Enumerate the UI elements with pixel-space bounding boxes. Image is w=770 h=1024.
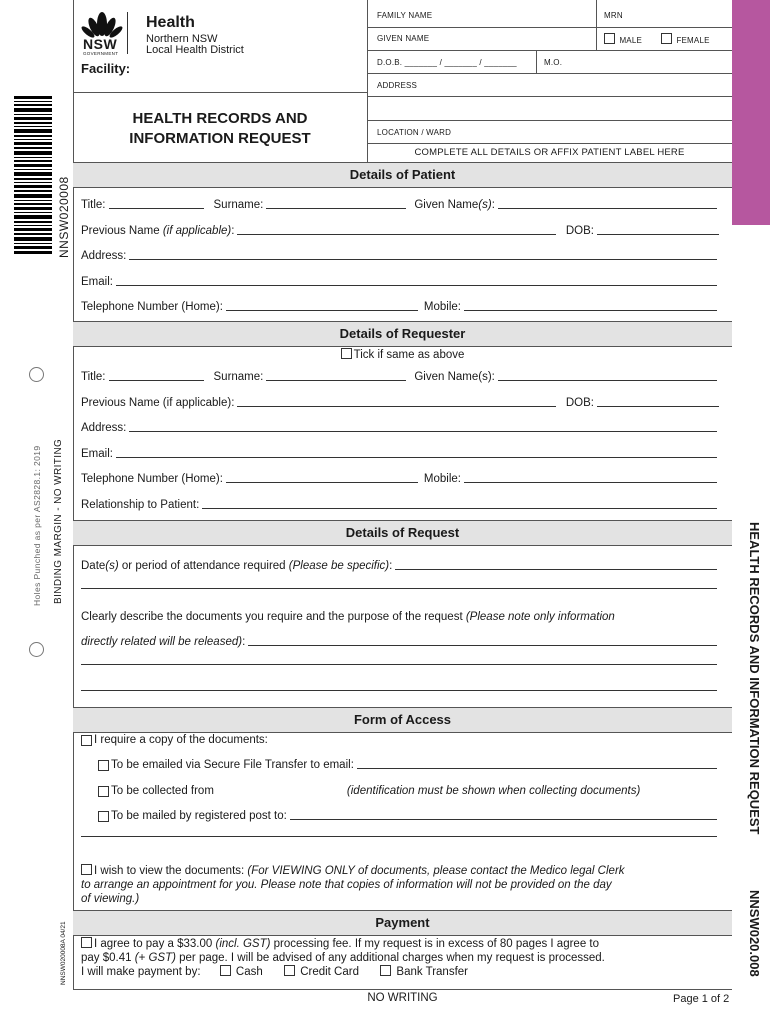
logo-divider	[127, 12, 128, 54]
section-requester: Details of Requester	[73, 321, 732, 347]
access-emailed-row: To be emailed via Secure File Transfer to email:	[98, 759, 719, 771]
patient-title-field[interactable]	[109, 208, 204, 209]
requester-surname-label: Surname:	[213, 371, 264, 383]
requester-mobile-label: Mobile:	[423, 473, 461, 485]
label-complete-note: COMPLETE ALL DETAILS OR AFFIX PATIENT LABEL HERE	[414, 147, 685, 158]
label-given-name: GIVEN NAME	[377, 34, 430, 43]
patient-title-label: Title:	[81, 199, 106, 211]
patient-surname-label: Surname:	[213, 199, 264, 211]
patient-address-field[interactable]	[129, 259, 717, 260]
request-describe-label-2: directly related will be released):	[81, 636, 246, 648]
label-divider-1	[596, 0, 597, 50]
request-describe-row	[81, 611, 719, 623]
requester-name-row	[81, 371, 719, 383]
collected-note: (identification must be shown when collecting documents)	[346, 785, 641, 797]
label-line-5	[367, 120, 732, 121]
section-access: Form of Access	[73, 707, 732, 733]
label-line-6	[367, 143, 732, 144]
patient-address-label: Address:	[81, 250, 127, 262]
requester-previous-label: Previous Name (if applicable):	[81, 397, 235, 409]
request-describe-row-2	[81, 636, 719, 648]
request-date-label: Date(s) or period of attendance required (Please be specific):	[81, 560, 393, 572]
patient-phone-row	[81, 301, 719, 313]
requester-address-row	[81, 422, 719, 434]
label-mrn: MRN	[604, 11, 623, 20]
emailed-checkbox[interactable]	[98, 760, 109, 771]
label-location: LOCATION / WARD	[377, 128, 452, 137]
access-mailed-row: To be mailed by registered post to:	[98, 810, 719, 822]
cash-checkbox[interactable]	[220, 965, 231, 976]
request-describe-label: Clearly describe the documents you require and the purpose of the request (Please note only information	[81, 611, 615, 623]
sidebar-form-code: NNSW020.008	[747, 890, 762, 977]
access-copy-row[interactable]: I require a copy of the documents:	[81, 734, 719, 746]
patient-telephone-label: Telephone Number (Home):	[81, 301, 223, 313]
barcode-graphic	[14, 96, 52, 254]
payment-line-3: I will make payment by: Cash Credit Card Bank Transfer	[81, 966, 468, 978]
request-describe-field-3[interactable]	[81, 690, 717, 691]
pay-credit-card-option[interactable]: Credit Card	[284, 966, 359, 978]
request-describe-field-2[interactable]	[81, 664, 717, 665]
pay-bank-transfer-option[interactable]: Bank Transfer	[380, 966, 468, 978]
patient-given-field[interactable]	[498, 208, 717, 209]
access-mailed-field-2[interactable]	[81, 836, 717, 837]
requester-previous-field[interactable]	[237, 406, 555, 407]
punch-hole-bottom	[29, 642, 44, 657]
logo-district-line2: Local Health District	[146, 44, 244, 56]
request-date-field-2[interactable]	[81, 588, 717, 589]
requester-email-field[interactable]	[116, 457, 717, 458]
access-email-field[interactable]	[357, 768, 717, 769]
requester-previous-row	[81, 397, 719, 409]
label-family-name: FAMILY NAME	[377, 11, 433, 20]
requester-same-as-above[interactable]: Tick if same as above	[73, 348, 732, 361]
logo-health: Health	[146, 14, 195, 31]
form-bottom-line	[73, 989, 732, 990]
patient-given-label: Given Name(s):	[414, 199, 495, 211]
label-line-2	[367, 50, 732, 51]
payment-line-1: I agree to pay a $33.00 (incl. GST) processing fee. If my request is in excess of 80 pages I agree to	[81, 937, 726, 951]
access-view-line-2: to arrange an appointment for you. Please note that copies of information will not be provided on the day	[81, 879, 612, 891]
access-view-line-3: of viewing.)	[81, 893, 140, 905]
copy-checkbox[interactable]	[81, 735, 92, 746]
male-checkbox[interactable]	[604, 33, 615, 44]
same-as-above-checkbox[interactable]	[341, 348, 352, 359]
binding-margin-note: BINDING MARGIN - NO WRITING	[53, 438, 64, 604]
form-code-small: NNSW020008A 04/21	[60, 921, 67, 985]
patient-dob-label: DOB:	[565, 225, 594, 237]
patient-email-field[interactable]	[116, 285, 717, 286]
request-describe-row-4	[81, 690, 719, 693]
pay-cash-option[interactable]: Cash	[220, 966, 263, 978]
payment-block	[81, 937, 726, 979]
requester-relationship-label: Relationship to Patient:	[81, 499, 200, 511]
requester-mobile-field[interactable]	[464, 482, 717, 483]
access-mailed-row-2	[81, 836, 719, 839]
form-title-line2: INFORMATION REQUEST	[129, 130, 311, 147]
patient-previous-field[interactable]	[237, 234, 555, 235]
patient-email-row	[81, 276, 719, 288]
view-checkbox[interactable]	[81, 864, 92, 875]
patient-mobile-field[interactable]	[464, 310, 717, 311]
collected-checkbox[interactable]	[98, 786, 109, 797]
requester-dob-label: DOB:	[565, 397, 594, 409]
barcode-code: NNSW020008	[57, 176, 71, 258]
label-mo: M.O.	[544, 58, 563, 67]
patient-name-row	[81, 199, 719, 211]
patient-telephone-field[interactable]	[226, 310, 418, 311]
logo-nsw: NSW	[83, 36, 118, 52]
facility-line	[73, 92, 367, 93]
requester-relationship-field[interactable]	[202, 508, 717, 509]
requester-dob-field[interactable]	[597, 406, 719, 407]
request-date-field[interactable]	[395, 569, 717, 570]
barcode	[14, 96, 52, 254]
label-dob: D.O.B. _______ / _______ / _______	[377, 58, 517, 67]
access-collected-row: To be collected from (identification must be shown when collecting documents)	[98, 785, 719, 797]
footer-page-number: Page 1 of 2	[673, 993, 730, 1005]
requester-surname-field[interactable]	[266, 380, 406, 381]
label-male[interactable]: MALE	[604, 33, 642, 45]
requester-title-field[interactable]	[109, 380, 204, 381]
request-date-row-2	[81, 588, 719, 591]
logo-government: GOVERNMENT	[83, 51, 119, 56]
sidebar-title: HEALTH RECORDS AND INFORMATION REQUEST	[747, 522, 762, 835]
section-patient: Details of Patient	[73, 162, 732, 188]
mailed-checkbox[interactable]	[98, 811, 109, 822]
label-line-4	[367, 96, 732, 97]
bank-transfer-checkbox[interactable]	[380, 965, 391, 976]
female-checkbox[interactable]	[661, 33, 672, 44]
label-female[interactable]: FEMALE	[661, 33, 710, 45]
request-date-row	[81, 560, 719, 572]
logo-district-line1: Northern NSW	[146, 33, 218, 45]
patient-dob-field[interactable]	[597, 234, 719, 235]
requester-email-label: Email:	[81, 448, 113, 460]
patient-surname-field[interactable]	[266, 208, 406, 209]
label-divider-2	[536, 50, 537, 73]
request-describe-field[interactable]	[248, 645, 717, 646]
patient-email-label: Email:	[81, 276, 113, 288]
footer-no-writing: NO WRITING	[367, 992, 438, 1004]
section-request: Details of Request	[73, 520, 732, 546]
patient-mobile-label: Mobile:	[423, 301, 461, 313]
patient-address-row	[81, 250, 719, 262]
holes-punched-note: Holes Punched as per AS2828.1: 2019	[32, 445, 42, 606]
label-line-3	[367, 73, 732, 74]
agree-checkbox[interactable]	[81, 937, 92, 948]
requester-given-label: Given Name(s):	[414, 371, 495, 383]
requester-relationship-row	[81, 499, 719, 511]
requester-email-row	[81, 448, 719, 460]
patient-label-area	[367, 0, 732, 162]
requester-address-field[interactable]	[129, 431, 717, 432]
sidebar-accent-bar	[732, 0, 770, 225]
requester-given-field[interactable]	[498, 380, 717, 381]
right-sidebar	[732, 0, 770, 1024]
access-view-block	[81, 864, 726, 906]
payment-line-2: pay $0.41 (+ GST) per page. I will be advised of any additional charges when my request is processed.	[81, 952, 605, 964]
patient-previous-row	[81, 225, 719, 237]
section-payment: Payment	[73, 910, 732, 936]
label-address: ADDRESS	[377, 81, 418, 90]
requester-phone-row	[81, 473, 719, 485]
requester-telephone-label: Telephone Number (Home):	[81, 473, 223, 485]
requester-title-label: Title:	[81, 371, 106, 383]
request-describe-row-3	[81, 664, 719, 667]
credit-card-checkbox[interactable]	[284, 965, 295, 976]
label-line-1	[367, 27, 732, 28]
facility-label: Facility:	[81, 61, 131, 76]
access-mailed-field[interactable]	[290, 819, 717, 820]
header-left	[73, 0, 368, 162]
punch-hole-top	[29, 367, 44, 382]
form-title-line1: HEALTH RECORDS AND	[132, 110, 308, 127]
facility-field[interactable]	[141, 60, 361, 80]
requester-telephone-field[interactable]	[226, 482, 418, 483]
patient-previous-label: Previous Name (if applicable):	[81, 225, 235, 237]
access-view-line-1: I wish to view the documents: (For VIEWING ONLY of documents, please contact the Medico legal Clerk	[81, 864, 726, 878]
requester-address-label: Address:	[81, 422, 127, 434]
